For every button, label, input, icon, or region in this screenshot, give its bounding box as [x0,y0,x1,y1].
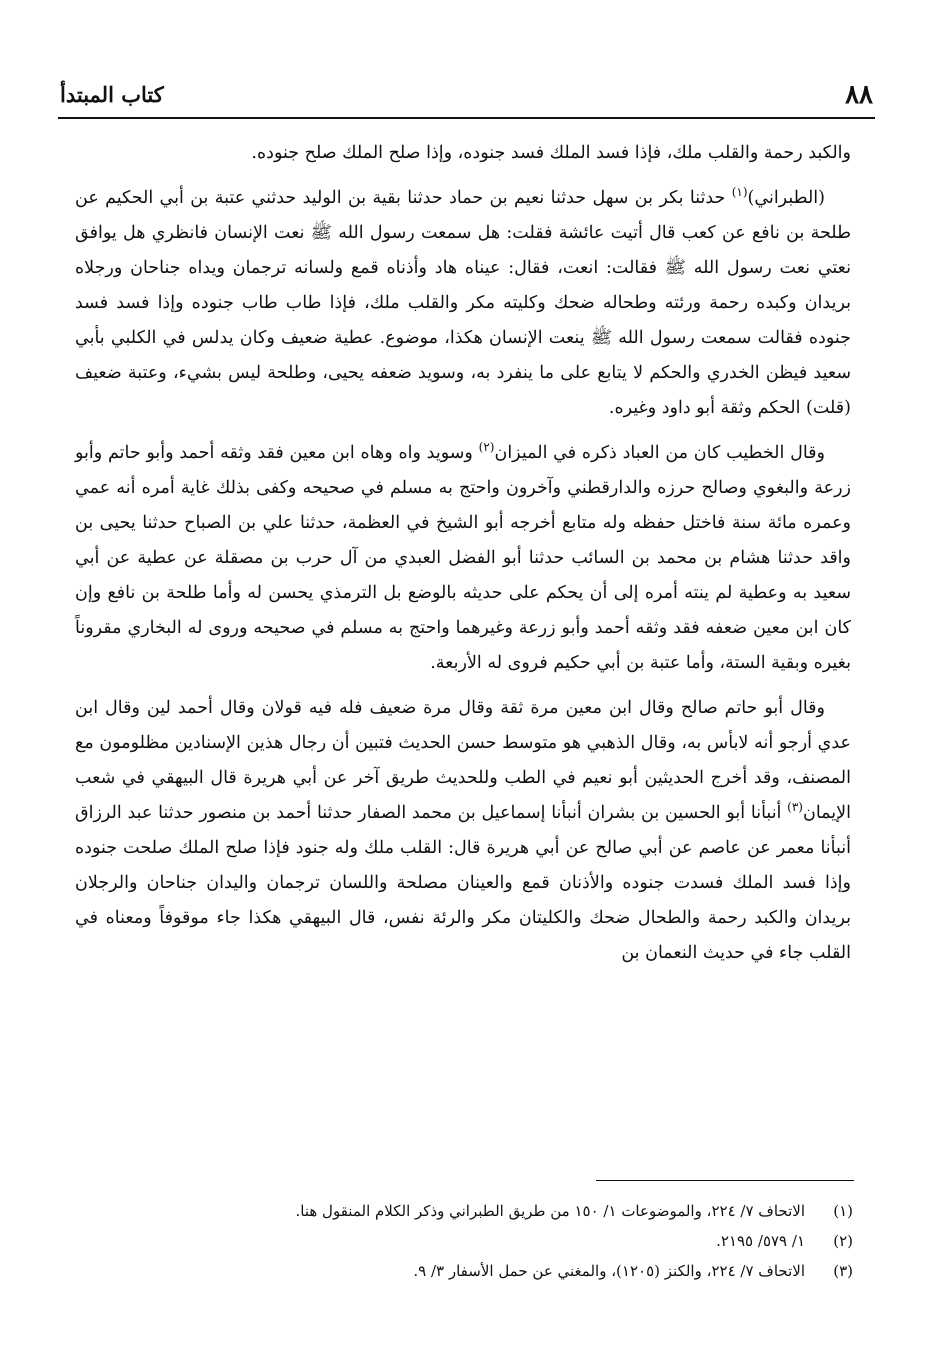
main-text [75,136,851,981]
footnotes [75,1196,853,1286]
paragraph-3-lead: وقال الخطيب كان من العباد ذكره في الميزان [494,443,825,463]
footnote-text: الاتحاف ٧/ ٢٢٤، والكنز (١٢٠٥)، والمغني عن حمل الأسفار ٣/ ٩. [413,1262,805,1280]
paragraph-1 [75,136,851,171]
footnote-divider [596,1180,854,1181]
footnote-number: (٣) [833,1262,853,1280]
footnote-number: (١) [833,1202,853,1220]
footnote-3 [75,1256,853,1286]
page-header [60,78,873,116]
page-number: ٨٨ [845,80,873,110]
paragraph-2 [75,181,851,426]
paragraph-2-lead: (الطبراني) [747,188,825,208]
paragraph-2-text: حدثنا بكر بن سهل حدثنا نعيم بن حماد حدثنا بقية بن الوليد حدثني عتبة بن أبي الحكيم عن طلحة بن نافع عن كعب قال أتيت عائشة فقلت: هل سمعت رسول الله ﷺ نعت الإنسان فانظري هل يوافق نعتي نعت رسول الله ﷺ فقالت: انعت، فقال: عيناه هاد وأذناه قمع ولسانه ترجمان ويداه جناحان ورجلاه بريدان وكبده رحمة ورئته وطحاله ضحك وكليته مكر والقلب ملك، فإذا طاب طاب جنوده وإذا فسد فسد جنوده فقالت سمعت رسول الله ﷺ ينعت الإنسان هكذا، موضوع. عطية ضعيف وكان يدلس في الكلبي بأبي سعيد فيظن الخدري والحكم لا يتابع على ما ينفرد به، وسويد ضعفه يحيى، وطلحة ليس بشيء، وعتبة ضعيف (قلت) الحكم وثقة أبو داود وغيره. [75,188,851,418]
paragraph-3-text: وسويد واه وهاه ابن معين فقد وثقه أحمد وأبو حاتم وأبو زرعة والبغوي وصالح حرزه والدارقطني وآخرون واحتج به مسلم في صحيحه وكفى بذلك غاية أمره أنه عمي وعمره مائة سنة فاختل حفظه وله متابع أخرجه أبو الشيخ في العظمة، حدثنا علي بن الصباح حدثنا يحيى بن واقد حدثنا هشام بن محمد بن السائب حدثنا أبو الفضل العبدي من آل حرب بن مصقلة عن عطية عن أبي سعيد به وعطية لم ينته أمره إلى أن يحكم على حديثه بالوضع بل الترمذي يحسن له وأما طلحة بن نافع وإن كان ابن معين ضعفه فقد وثقه أحمد وأبو زرعة وغيرهما واحتج به مسلم في صحيحه وروى له البخاري مقروناً بغيره وبقية الستة، وأما عتبة بن أبي حكيم فروى له الأربعة. [75,443,851,673]
footnote-1 [75,1196,853,1226]
paragraph-4-lead: وقال أبو حاتم صالح وقال ابن معين مرة ثقة وقال مرة ضعيف فله فيه قولان وقال أحمد لين وقال ابن عدي أرجو أنه لابأس به، وقال الذهبي هو متوسط حسن الحديث فتبين أن رجال هذين الإسنادين مظلومون مع المصنف، وقد أخرج الحديثين أبو نعيم في الطب وللحديث طريق آخر عن أبي هريرة قال البيهقي في شعب الإيمان [75,698,851,823]
footnote-text: ١/ ٥٧٩/ ٢١٩٥. [716,1232,805,1250]
footnote-ref-1[interactable]: (١) [731,185,748,200]
footnote-text: الاتحاف ٧/ ٢٢٤، والموضوعات ١/ ١٥٠ من طريق الطبراني وذكر الكلام المنقول هنا. [295,1202,805,1220]
footnote-number: (٢) [833,1232,853,1250]
paragraph-3 [75,436,851,681]
header-divider [58,117,875,119]
footnote-ref-2[interactable]: (٢) [478,440,495,455]
running-title: كتاب المبتدأ [60,82,164,107]
footnote-ref-3[interactable]: (٣) [787,800,803,815]
paragraph-1-text: والكبد رحمة والقلب ملك، فإذا فسد الملك فسد جنوده، وإذا صلح الملك صلح جنوده. [251,143,851,163]
paragraph-4 [75,691,851,971]
footnote-2 [75,1226,853,1256]
paragraph-4-text: أنبأنا أبو الحسين بن بشران أنبأنا إسماعيل بن محمد الصفار حدثنا أحمد بن منصور حدثنا عبد الرزاق أنبأنا معمر عن عاصم عن أبي صالح عن أبي هريرة قال: القلب ملك وله جنود فإذا صلح الملك صلحت جنوده وإذا فسد الملك فسدت جنوده والأذنان قمع والعينان مصلحة واللسان ترجمان واليدان جناحان والرجلان بريدان والكبد رحمة والطحال ضحك والكليتان مكر والرئة نفس، قال البيهقي هكذا جاء موقوفاً ومعناه في القلب جاء في حديث النعمان بن [75,803,852,963]
